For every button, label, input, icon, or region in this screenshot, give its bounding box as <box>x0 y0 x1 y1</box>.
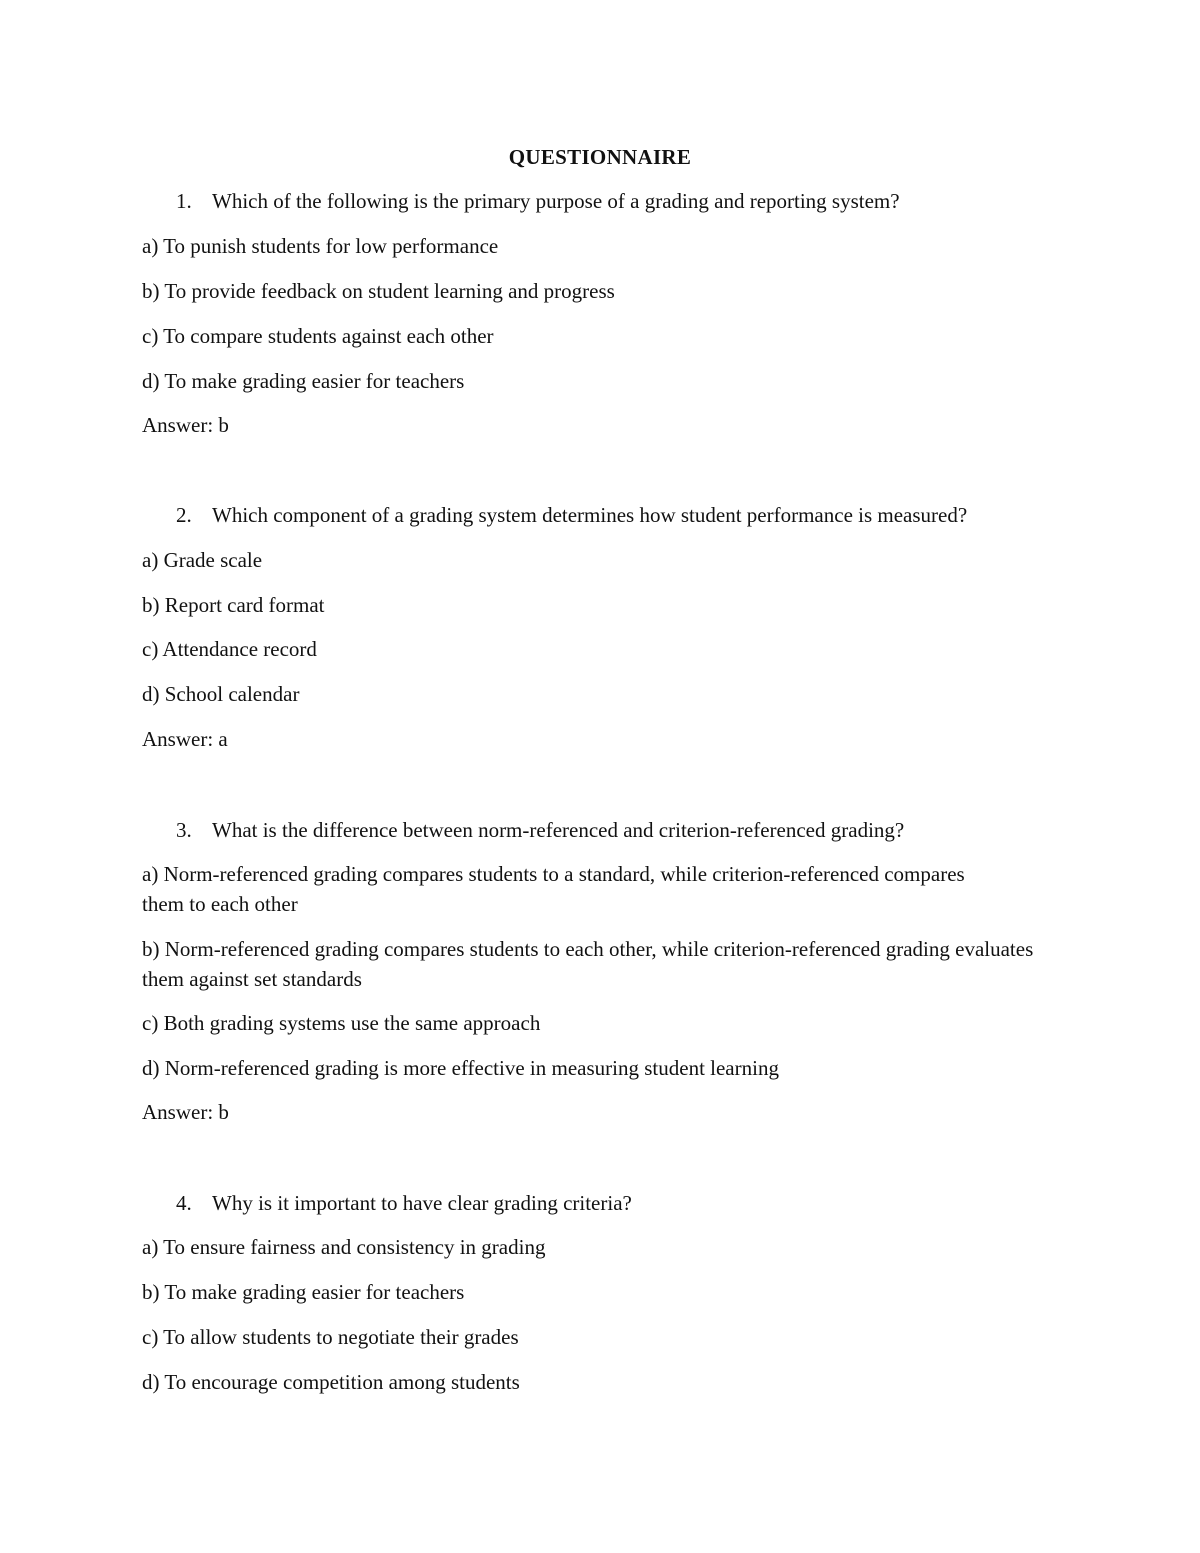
option-b: b) Report card format <box>142 593 325 617</box>
question-1 <box>176 186 1076 216</box>
question-number: 3. <box>176 818 192 842</box>
option-d: d) To make grading easier for teachers <box>142 369 465 393</box>
question-2 <box>176 500 1076 530</box>
option-b: b) To provide feedback on student learning and progress <box>142 279 615 303</box>
question-number: 1. <box>176 189 192 213</box>
option-a: a) Norm-referenced grading compares students to a standard, while criterion-referenced compares them to each other <box>142 862 965 916</box>
question-3 <box>176 815 1076 845</box>
option-b: b) Norm-referenced grading compares students to each other, while criterion-referenced grading evaluates them against set standards <box>142 937 1034 991</box>
page-title: QUESTIONNAIRE <box>508 145 692 169</box>
question-text: Which component of a grading system determines how student performance is measured? <box>212 503 968 527</box>
answer: Answer: b <box>142 1100 229 1124</box>
answer: Answer: a <box>142 727 228 751</box>
question-text: Which of the following is the primary purpose of a grading and reporting system? <box>212 189 900 213</box>
option-b: b) To make grading easier for teachers <box>142 1280 465 1304</box>
option-c: c) To allow students to negotiate their grades <box>142 1325 519 1349</box>
question-text: What is the difference between norm-referenced and criterion-referenced grading? <box>212 818 905 842</box>
option-c: c) Both grading systems use the same approach <box>142 1011 541 1035</box>
option-c: c) To compare students against each other <box>142 324 494 348</box>
question-text: Why is it important to have clear grading criteria? <box>212 1191 632 1215</box>
option-d: d) School calendar <box>142 682 300 706</box>
answer: Answer: b <box>142 413 229 437</box>
option-c: c) Attendance record <box>142 637 317 661</box>
question-number: 2. <box>176 503 192 527</box>
question-number: 4. <box>176 1191 192 1215</box>
option-a: a) To punish students for low performance <box>142 234 499 258</box>
question-4 <box>176 1188 1076 1218</box>
option-a: a) Grade scale <box>142 548 263 572</box>
option-d: d) Norm-referenced grading is more effective in measuring student learning <box>142 1056 779 1080</box>
option-a: a) To ensure fairness and consistency in grading <box>142 1235 546 1259</box>
option-d: d) To encourage competition among students <box>142 1370 520 1394</box>
